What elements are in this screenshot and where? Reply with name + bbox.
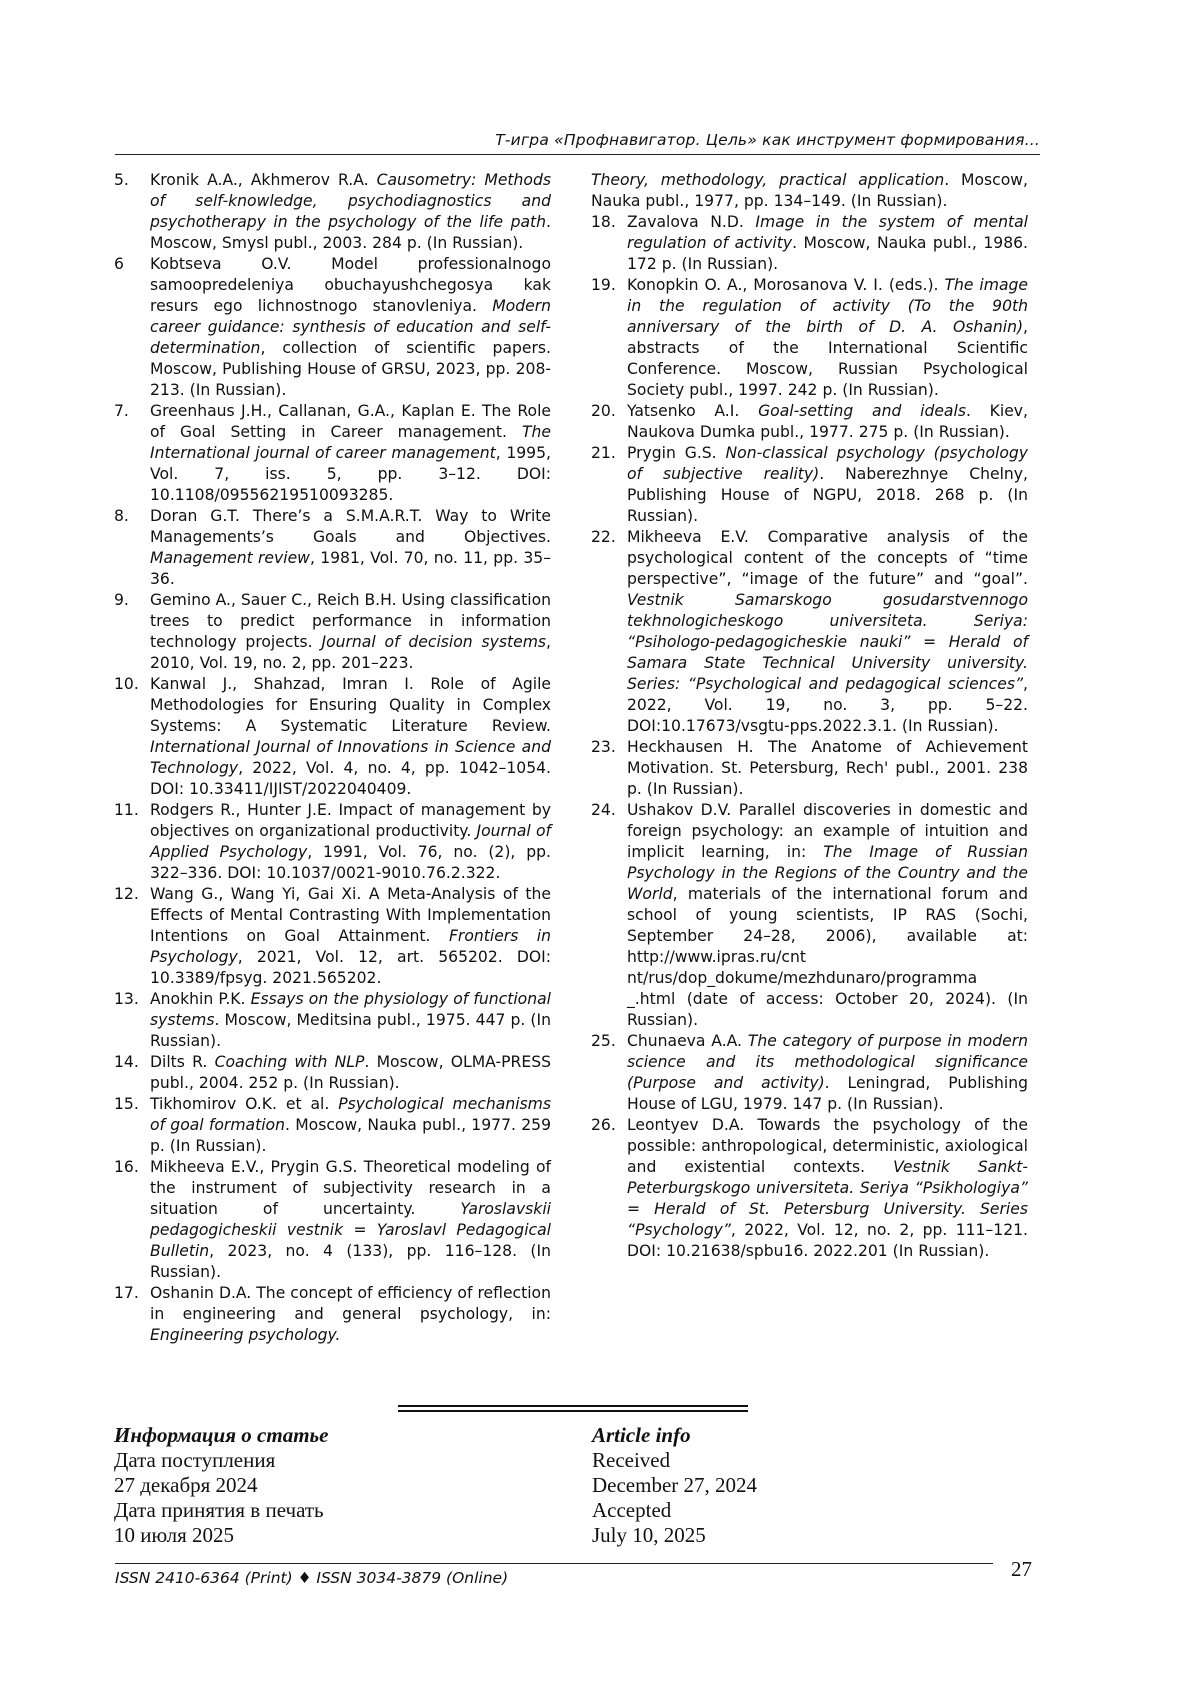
reference-text: Wang G., Wang Yi, Gai Xi. A Meta-Analysis of the Effects of Mental Contrasting With Implementation Intentions on Goal Attainment. xyxy=(150,885,551,945)
reference-italic-title: Frontiers in Psychology xyxy=(150,927,551,966)
received-label-en: Received xyxy=(592,1448,671,1472)
reference-italic-title: Engineering psychology. xyxy=(150,1326,341,1344)
reference-text: , 1991, Vol. 76, no. (2), pp. 322–336. DOI: 10.1037/0021-9010.76.2.322. xyxy=(150,843,551,882)
reference-text: Kanwal J., Shahzad, Imran I. Role of Agile Methodologies for Ensuring Quality in Complex Systems: A Systematic Literature Review. xyxy=(150,675,551,735)
reference-body xyxy=(627,1031,1028,1115)
reference-text: Ushakov D.V. Parallel discoveries in domestic and foreign psychology: an example of intuition and implicit learning, in: xyxy=(627,801,1028,861)
accepted-label-en: Accepted xyxy=(592,1498,672,1522)
reference-text: . Naberezhnye Chelny, Publishing House of NGPU, 2018. 268 p. (In Russian). xyxy=(627,465,1028,525)
reference-body xyxy=(150,800,551,884)
article-info-ru-title: Информация о статье xyxy=(114,1423,329,1447)
reference-text: . Kiev, Naukova Dumka publ., 1977. 275 p. (In Russian). xyxy=(627,402,1028,441)
reference-text: , 2022, Vol. 12, no. 2, pp. 111–121. DOI: 10.21638/spbu16. 2022.201 (In Russian). xyxy=(627,1221,1028,1260)
reference-item xyxy=(591,737,1028,800)
reference-italic-title: Journal of decision systems xyxy=(321,633,547,651)
reference-item xyxy=(114,1094,551,1157)
article-info-en xyxy=(592,1423,757,1548)
reference-item xyxy=(114,674,551,800)
accepted-date-ru: 10 июля 2025 xyxy=(114,1523,235,1547)
reference-item xyxy=(591,1115,1028,1262)
reference-body xyxy=(627,212,1028,275)
reference-text: Doran G.T. There’s a S.M.A.R.T. Way to Write Managements’s Goals and Objectives. xyxy=(150,507,551,546)
reference-body xyxy=(150,884,551,989)
reference-body xyxy=(627,275,1028,401)
reference-number: 16. xyxy=(114,1158,139,1176)
reference-number: 8. xyxy=(114,507,129,525)
reference-text: , 2022, Vol. 4, no. 4, pp. 1042–1054. DOI: 10.33411/IJIST/2022040409. xyxy=(150,759,551,798)
reference-item xyxy=(114,800,551,884)
reference-italic-title: Goal-setting and ideals xyxy=(758,402,966,420)
reference-body xyxy=(627,527,1028,737)
running-head: Т-игра «Профнавигатор. Цель» как инструмент формирования... xyxy=(495,131,1040,149)
reference-number: 22. xyxy=(591,528,616,546)
reference-item xyxy=(114,590,551,674)
reference-text: . Moscow, Meditsina publ., 1975. 447 p. (In Russian). xyxy=(150,1011,551,1050)
reference-number: 21. xyxy=(591,444,616,462)
reference-body xyxy=(150,1157,551,1283)
reference-number: 14. xyxy=(114,1053,139,1071)
reference-item xyxy=(591,212,1028,275)
reference-number: 11. xyxy=(114,801,139,819)
reference-text: Greenhaus J.H., Callanan, G.A., Kaplan E. The Role of Goal Setting in Career management. xyxy=(150,402,551,441)
reference-italic-title: Theory, methodology, practical application xyxy=(591,171,945,189)
reference-text: Dilts R. xyxy=(150,1053,215,1071)
reference-body xyxy=(150,506,551,590)
reference-body xyxy=(627,800,1028,1031)
reference-text: . Leningrad, Publishing House of LGU, 1979. 147 p. (In Russian). xyxy=(627,1074,1028,1113)
reference-text: , 1981, Vol. 70, no. 11, pp. 35–36. xyxy=(150,549,551,588)
reference-body xyxy=(150,254,551,401)
reference-item xyxy=(114,989,551,1052)
reference-17-continuation xyxy=(591,170,1028,212)
reference-body xyxy=(150,1094,551,1157)
reference-item xyxy=(114,1283,551,1346)
reference-number: 23. xyxy=(591,738,616,756)
reference-body xyxy=(627,401,1028,443)
reference-text: . Moscow, OLMA-PRESS publ., 2004. 252 p. (In Russian). xyxy=(150,1053,551,1092)
reference-text: Yatsenko A.I. xyxy=(627,402,759,420)
reference-number: 9. xyxy=(114,591,129,609)
reference-number: 13. xyxy=(114,990,139,1008)
reference-text: Chunaeva A.A. xyxy=(627,1032,748,1050)
reference-text: Prygin G.S. xyxy=(627,444,726,462)
reference-text: Mikheeva E.V., Prygin G.S. Theoretical modeling of the instrument of subjectivity research in a situation of uncertainty. xyxy=(150,1158,551,1218)
reference-text: , abstracts of the International Scientific Conference. Moscow, Russian Psychological Society publ., 1997. 242 p. (In Russian). xyxy=(627,318,1028,399)
separator-rule-top xyxy=(398,1405,748,1407)
reference-text: , materials of the international forum and school of young scientists, IP RAS (Sochi, September 24–28, 2006), available at: http://www.ipras.ru/cnt nt/rus/dop_dokume/mezhdunaro/programma _.html (date of access: October 20, 2024). (In Russian). xyxy=(627,885,1028,1029)
reference-italic-title: The category of purpose in modern science and its methodological significance (Purpose and activity) xyxy=(627,1032,1028,1092)
reference-text: Tikhomirov O.K. et al. xyxy=(150,1095,339,1113)
reference-text: Anokhin P.K. xyxy=(150,990,251,1008)
reference-text: Oshanin D.A. The concept of efficiency of reflection in engineering and general psychology, in: xyxy=(150,1284,551,1323)
reference-text: Kronik A.A., Akhmerov R.A. xyxy=(150,171,377,189)
reference-italic-title: Causometry: Methods of self-knowledge, psychodiagnostics and psychotherapy in the psychology of the life path xyxy=(150,171,551,231)
reference-body xyxy=(627,443,1028,527)
reference-number: 10. xyxy=(114,675,139,693)
reference-italic-title: The image in the regulation of activity (To the 90th anniversary of the birth of D. A. Oshanin) xyxy=(627,276,1028,336)
reference-number: 17. xyxy=(114,1284,139,1302)
references-left-column xyxy=(114,170,551,1346)
accepted-label-ru: Дата принятия в печать xyxy=(114,1498,324,1522)
reference-number: 5. xyxy=(114,171,129,189)
reference-body xyxy=(150,989,551,1052)
reference-number: 24. xyxy=(591,801,616,819)
reference-text: , 2021, Vol. 12, art. 565202. DOI: 10.3389/fpsyg. 2021.565202. xyxy=(150,948,551,987)
reference-item xyxy=(114,884,551,989)
reference-italic-title: The Image of Russian Psychology in the Regions of the Country and the World xyxy=(627,843,1028,903)
reference-italic-title: The International journal of career management xyxy=(150,423,551,462)
reference-text: Leontyev D.A. Towards the psychology of the possible: anthropological, deterministic, axiological and existential contexts. xyxy=(627,1116,1028,1176)
reference-text: . Moscow, Nauka publ., 1977. 259 p. (In Russian). xyxy=(150,1116,551,1155)
reference-number: 15. xyxy=(114,1095,139,1113)
reference-text: Zavalova N.D. xyxy=(627,213,756,231)
reference-text: Rodgers R., Hunter J.E. Impact of management by objectives on organizational productivity. xyxy=(150,801,551,840)
reference-item xyxy=(114,506,551,590)
reference-text: , 2022, Vol. 19, no. 3, pp. 5–22. DOI:10.17673/vsgtu-pps.2022.3.1. (In Russian). xyxy=(627,675,1028,735)
reference-text: , 1995, Vol. 7, iss. 5, pp. 3–12. DOI: 10.1108/09556219510093285. xyxy=(150,444,551,504)
reference-number: 26. xyxy=(591,1116,616,1134)
reference-italic-title: Management review xyxy=(150,549,310,567)
reference-item xyxy=(591,401,1028,443)
reference-body xyxy=(150,1052,551,1094)
footer-rule xyxy=(115,1563,993,1564)
reference-text: Konopkin O. A., Morosanova V. I. (eds.). xyxy=(627,276,945,294)
reference-item xyxy=(591,275,1028,401)
reference-number: 12. xyxy=(114,885,139,903)
reference-item xyxy=(114,1052,551,1094)
header-rule xyxy=(115,154,1040,155)
reference-number: 6 xyxy=(114,255,124,273)
reference-italic-title: Modern career guidance: synthesis of education and self-determination xyxy=(150,297,551,357)
reference-text: Kobtseva O.V. Model professionalnogo samoopredeleniya obuchayushchegosya kak resurs ego lichnostnogo stanovleniya. xyxy=(150,255,551,315)
reference-text: Mikheeva E.V. Comparative analysis of the psychological content of the concepts of “time perspective”, “image of the future” and “goal”. xyxy=(627,528,1028,588)
reference-number: 19. xyxy=(591,276,616,294)
reference-italic-title: Vestnik Sankt-Peterburgskogo universiteta. Seriya “Psikhologiya” = Herald of St. Petersburg University. Series “Psychology” xyxy=(627,1158,1028,1239)
reference-item xyxy=(591,800,1028,1031)
separator-rule-bottom xyxy=(398,1410,748,1412)
reference-text: , collection of scientific papers. Moscow, Publishing House of GRSU, 2023, pp. 208-213. (In Russian). xyxy=(150,339,551,399)
reference-text: Heckhausen H. The Anatome of Achievement Motivation. St. Petersburg, Rech' publ., 2001. 238 p. (In Russian). xyxy=(627,738,1028,798)
reference-italic-title: Yaroslavskii pedagogicheskii vestnik = Yaroslavl Pedagogical Bulletin xyxy=(150,1200,551,1260)
received-date-ru: 27 декабря 2024 xyxy=(114,1473,258,1497)
reference-item xyxy=(114,401,551,506)
reference-text: . Moscow, Smysl publ., 2003. 284 p. (In Russian). xyxy=(150,213,551,252)
reference-body xyxy=(627,1115,1028,1262)
reference-number: 25. xyxy=(591,1032,616,1050)
reference-body xyxy=(150,590,551,674)
reference-italic-title: Vestnik Samarskogo gosudarstvennogo tekhnologicheskogo universiteta. Seriya: “Psihologo-pedagogicheskie nauki” = Herald of Samara State Technical University university. Series: “Psychological and pedagogical sciences” xyxy=(627,591,1028,693)
reference-item xyxy=(591,1031,1028,1115)
reference-text: . Moscow, Nauka publ., 1986. 172 p. (In Russian). xyxy=(627,234,1028,273)
received-date-en: December 27, 2024 xyxy=(592,1473,758,1497)
reference-body xyxy=(150,170,551,254)
reference-italic-title: Journal of Applied Psychology xyxy=(150,822,551,861)
reference-text: . Moscow, Nauka publ., 1977, pp. 134–149. (In Russian). xyxy=(591,171,1029,210)
reference-italic-title: Image in the system of mental regulation of activity xyxy=(627,213,1028,252)
received-label-ru: Дата поступления xyxy=(114,1448,276,1472)
references-right-column xyxy=(591,170,1028,1262)
reference-item xyxy=(114,254,551,401)
reference-body xyxy=(150,674,551,800)
reference-italic-title: Coaching with NLP xyxy=(214,1053,365,1071)
reference-italic-title: International Journal of Innovations in Science and Technology xyxy=(150,738,551,777)
article-info-ru xyxy=(114,1423,328,1548)
reference-text: Gemino A., Sauer C., Reich B.H. Using classification trees to predict performance in information technology projects. xyxy=(150,591,551,651)
reference-body xyxy=(150,1283,551,1346)
reference-number: 20. xyxy=(591,402,616,420)
reference-item xyxy=(591,443,1028,527)
article-info-en-title: Article info xyxy=(592,1423,691,1447)
accepted-date-en: July 10, 2025 xyxy=(592,1523,706,1547)
reference-text: , 2010, Vol. 19, no. 2, pp. 201–223. xyxy=(150,633,551,672)
reference-body xyxy=(591,170,1028,212)
reference-item xyxy=(114,170,551,254)
reference-italic-title: Psychological mechanisms of goal formation xyxy=(150,1095,551,1134)
reference-item xyxy=(591,527,1028,737)
reference-item xyxy=(114,1157,551,1283)
reference-number: 7. xyxy=(114,402,129,420)
page-number: 27 xyxy=(1011,1557,1032,1581)
reference-italic-title: Essays on the physiology of functional systems xyxy=(150,990,551,1029)
issn-line: ISSN 2410-6364 (Print) ♦ ISSN 3034-3879 (Online) xyxy=(115,1569,509,1587)
reference-italic-title: Non-classical psychology (psychology of subjective reality) xyxy=(627,444,1028,483)
reference-number: 18. xyxy=(591,213,616,231)
reference-body xyxy=(627,737,1028,800)
reference-text: , 2023, no. 4 (133), pp. 116–128. (In Russian). xyxy=(150,1242,551,1281)
reference-body xyxy=(150,401,551,506)
